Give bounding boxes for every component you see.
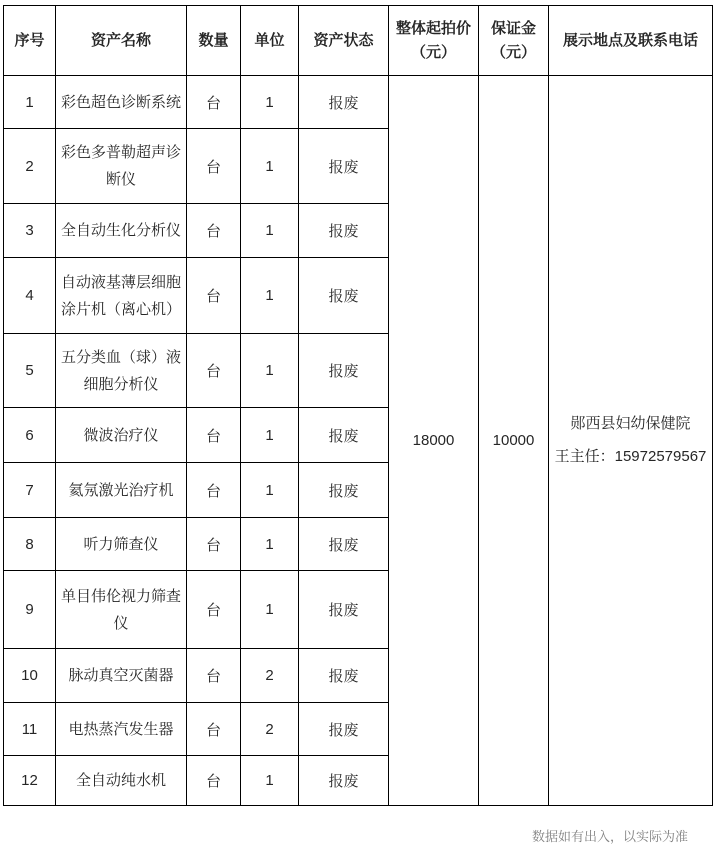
cell-unit: 1: [241, 129, 299, 204]
cell-asset-name: 氦氖激光治疗机: [56, 463, 187, 518]
col-header-unit: [241, 6, 299, 76]
cell-status: 报废: [299, 571, 389, 649]
col-header-qty: [187, 6, 241, 76]
cell-status: 报废: [299, 258, 389, 334]
cell-qty: 台: [187, 649, 241, 703]
col-header-name-label: 资产名称: [90, 31, 151, 49]
cell-asset-name: 脉动真空灭菌器: [56, 649, 187, 703]
cell-asset-name: 微波治疗仪: [56, 408, 187, 463]
header-row: [4, 6, 713, 76]
cell-no: 8: [4, 518, 56, 571]
cell-qty: 台: [187, 518, 241, 571]
cell-asset-name: 五分类血（球）液细胞分析仪: [56, 334, 187, 408]
cell-unit: 1: [241, 571, 299, 649]
cell-asset-name: 彩色超色诊断系统: [56, 76, 187, 129]
cell-qty: 台: [187, 756, 241, 806]
cell-qty: 台: [187, 258, 241, 334]
cell-no: 3: [4, 204, 56, 258]
col-header-qty-label: 数量: [198, 31, 229, 49]
cell-qty: 台: [187, 571, 241, 649]
cell-status: 报废: [299, 204, 389, 258]
cell-status: 报废: [299, 334, 389, 408]
cell-qty: 台: [187, 463, 241, 518]
cell-qty: 台: [187, 408, 241, 463]
col-header-no-label: 序号: [14, 31, 45, 49]
cell-status: 报废: [299, 756, 389, 806]
cell-no: 10: [4, 649, 56, 703]
cell-unit: 2: [241, 703, 299, 756]
col-header-deposit: [479, 6, 549, 76]
cell-asset-name: 电热蒸汽发生器: [56, 703, 187, 756]
col-header-start-price-line1: 整体起拍价: [395, 19, 471, 37]
cell-qty: 台: [187, 703, 241, 756]
col-header-status: [299, 6, 389, 76]
col-header-start-price-line2: （元）: [410, 43, 456, 61]
cell-status: 报废: [299, 703, 389, 756]
cell-asset-name: 全自动生化分析仪: [56, 204, 187, 258]
cell-no: 7: [4, 463, 56, 518]
table-row: [4, 76, 713, 129]
cell-no: 6: [4, 408, 56, 463]
col-header-start-price: [389, 6, 479, 76]
col-header-deposit-line2: （元）: [490, 43, 536, 61]
cell-no: 1: [4, 76, 56, 129]
cell-unit: 1: [241, 518, 299, 571]
col-header-no: [4, 6, 56, 76]
cell-no: 2: [4, 129, 56, 204]
col-header-status-label: 资产状态: [313, 31, 374, 49]
cell-unit: 1: [241, 756, 299, 806]
cell-qty: 台: [187, 204, 241, 258]
asset-table: [3, 5, 713, 806]
cell-qty: 台: [187, 76, 241, 129]
cell-unit: 1: [241, 76, 299, 129]
cell-deposit: 10000: [479, 76, 549, 806]
cell-unit: 1: [241, 334, 299, 408]
cell-qty: 台: [187, 129, 241, 204]
cell-unit: 1: [241, 408, 299, 463]
col-header-location-label: 展示地点及联系电话: [562, 31, 698, 49]
cell-status: 报废: [299, 76, 389, 129]
cell-asset-name: 彩色多普勒超声诊断仪: [56, 129, 187, 204]
data-disclaimer-note: 数据如有出入，以实际为准: [531, 829, 688, 844]
cell-asset-name: 单目伟伦视力筛查仪: [56, 571, 187, 649]
cell-status: 报废: [299, 463, 389, 518]
cell-qty: 台: [187, 334, 241, 408]
col-header-location: [549, 6, 713, 76]
cell-status: 报废: [299, 649, 389, 703]
cell-location-contact: [549, 76, 713, 806]
cell-status: 报废: [299, 408, 389, 463]
cell-no: 12: [4, 756, 56, 806]
location-name: 郧西县妇幼保健院: [570, 415, 691, 432]
col-header-name: [56, 6, 187, 76]
cell-unit: 2: [241, 649, 299, 703]
cell-no: 4: [4, 258, 56, 334]
cell-unit: 1: [241, 463, 299, 518]
cell-asset-name: 全自动纯水机: [56, 756, 187, 806]
contact-phone: 王主任：15972579567: [554, 448, 707, 465]
cell-status: 报废: [299, 518, 389, 571]
col-header-deposit-line1: 保证金: [490, 19, 536, 37]
cell-no: 9: [4, 571, 56, 649]
cell-no: 11: [4, 703, 56, 756]
cell-no: 5: [4, 334, 56, 408]
cell-asset-name: 听力筛查仪: [56, 518, 187, 571]
cell-unit: 1: [241, 258, 299, 334]
col-header-unit-label: 单位: [254, 31, 285, 49]
cell-asset-name: 自动液基薄层细胞涂片机（离心机）: [56, 258, 187, 334]
cell-start-price: 18000: [389, 76, 479, 806]
cell-unit: 1: [241, 204, 299, 258]
cell-status: 报废: [299, 129, 389, 204]
